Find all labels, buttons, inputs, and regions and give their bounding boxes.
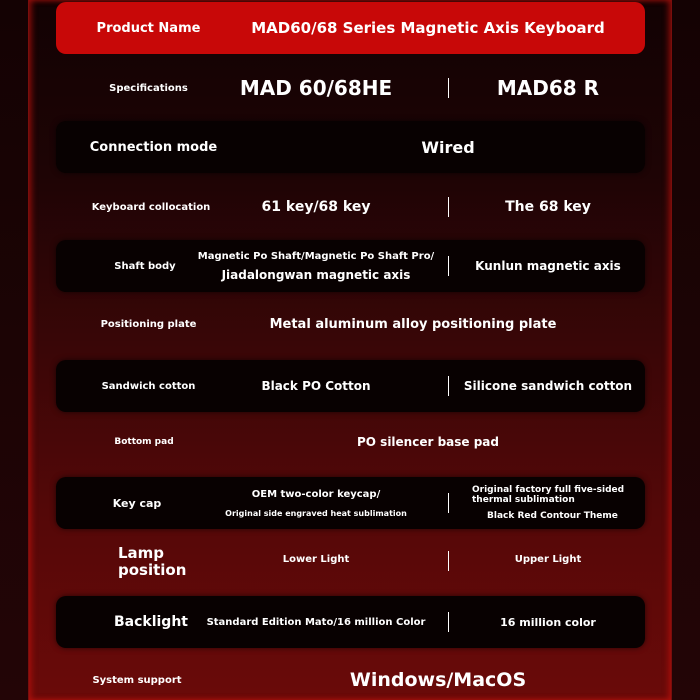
- spec-col-b: MAD68 R: [496, 76, 600, 100]
- keycap-col-b: [466, 485, 646, 521]
- lamp-position-label: [118, 545, 208, 579]
- outer-frame-left: [0, 0, 28, 700]
- system-support-row: [56, 660, 645, 700]
- keycap-col-a-line1: OEM two-color keycap/: [251, 488, 381, 500]
- cotton-col-a: Black PO Cotton: [261, 379, 371, 393]
- bottom-pad-row: [56, 416, 645, 468]
- keyboard-col-a: 61 key/68 key: [261, 199, 371, 215]
- system-support-label: System support: [92, 674, 182, 686]
- column-divider: [448, 197, 449, 217]
- outer-frame-right: [672, 0, 700, 700]
- shaft-col-a: [186, 251, 446, 282]
- backlight-col-b: 16 million color: [500, 615, 596, 629]
- bottom-pad-label: Bottom pad: [114, 437, 174, 447]
- connection-mode-row: [56, 121, 645, 173]
- backlight-row: [56, 596, 645, 648]
- column-divider: [448, 78, 449, 98]
- keycap-col-b-line3: Black Red Contour Theme: [487, 511, 618, 521]
- sandwich-cotton-label: Sandwich cotton: [101, 380, 196, 392]
- connection-mode-label: Connection mode: [89, 139, 218, 155]
- column-divider: [448, 551, 449, 571]
- lamp-position-row: [56, 540, 645, 584]
- shaft-body-label: Shaft body: [114, 260, 176, 272]
- shaft-col-a-line1: Magnetic Po Shaft/Magnetic Po Shaft Pro/: [197, 250, 435, 262]
- backlight-col-a: Standard Edition Mato/16 million Color: [206, 616, 426, 628]
- keycap-col-a: [191, 489, 441, 518]
- sandwich-cotton-row: [56, 360, 645, 412]
- lamp-col-b: Upper Light: [514, 554, 582, 565]
- column-divider: [448, 376, 449, 396]
- keyboard-col-b: The 68 key: [505, 199, 591, 215]
- column-divider: [448, 256, 449, 276]
- backlight-label: Backlight: [113, 614, 188, 630]
- lamp-col-a: Lower Light: [282, 554, 350, 565]
- product-name-value: MAD60/68 Series Magnetic Axis Keyboard: [251, 19, 605, 37]
- keycap-col-a-line2: Original side engraved heat sublimation: [225, 508, 407, 518]
- spec-col-a: MAD 60/68HE: [239, 76, 393, 100]
- shaft-body-row: [56, 240, 645, 292]
- positioning-plate-value: Metal aluminum alloy positioning plate: [269, 316, 557, 332]
- key-cap-label: Key cap: [112, 496, 162, 510]
- column-divider: [448, 493, 449, 513]
- positioning-plate-row: [56, 298, 645, 350]
- cotton-col-b: Silicone sandwich cotton: [463, 379, 633, 393]
- key-cap-row: [56, 477, 645, 529]
- shaft-col-b: Kunlun magnetic axis: [475, 259, 621, 273]
- product-name-label: Product Name: [96, 20, 201, 36]
- connection-mode-value: Wired: [421, 137, 475, 157]
- specifications-row: [56, 62, 645, 114]
- column-divider: [448, 612, 449, 632]
- system-support-value: Windows/MacOS: [349, 669, 527, 691]
- shaft-col-a-line2: Jiadalongwan magnetic axis: [221, 267, 411, 282]
- specifications-label: Specifications: [109, 82, 188, 94]
- bottom-pad-value: PO silencer base pad: [357, 435, 499, 449]
- keycap-col-b-line1: Original factory full five-sided: [472, 485, 625, 495]
- lamp-position-label-line1: Lamp: [118, 544, 165, 562]
- positioning-plate-label: Positioning plate: [100, 318, 197, 330]
- lamp-position-label-line2: position: [118, 561, 187, 579]
- keycap-col-b-line2: thermal sublimation: [472, 495, 575, 505]
- keyboard-collocation-row: [56, 181, 645, 233]
- keyboard-collocation-label: Keyboard collocation: [91, 201, 211, 213]
- product-name-row: [56, 2, 645, 54]
